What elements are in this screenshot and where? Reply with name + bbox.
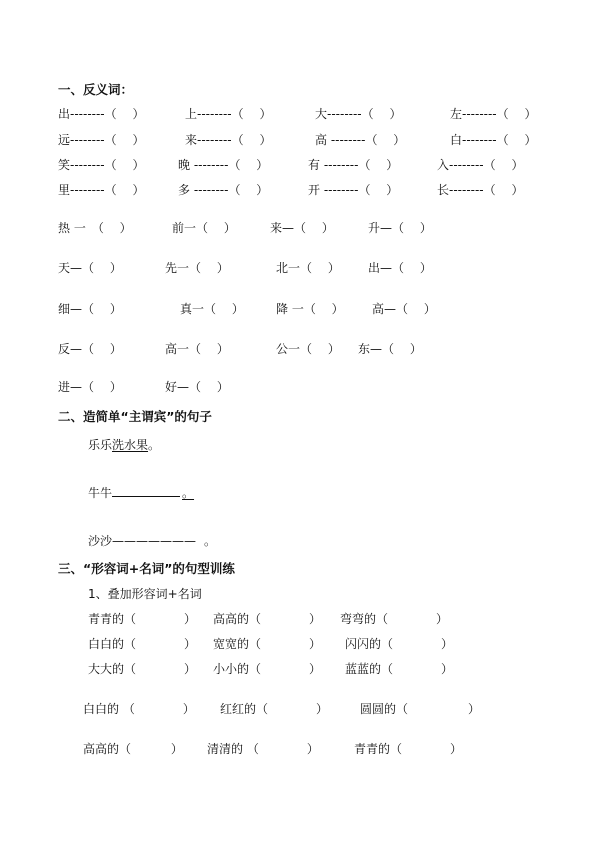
adj-item: 高高的（ ）: [213, 612, 322, 626]
antonym-item: 白--------（ ）: [450, 133, 537, 147]
section2-title: 二、造简单“主谓宾”的句子: [58, 409, 212, 424]
answer-blank[interactable]: [112, 484, 180, 497]
line2-period: 。: [204, 534, 217, 548]
adj-item: 大大的（ ）: [88, 662, 197, 676]
example-sentence: [88, 437, 160, 453]
antonym-pair: 北一（ ）: [276, 261, 340, 275]
antonym-item: 里--------（ ）: [58, 183, 145, 197]
antonym-pair: 进—（ ）: [58, 380, 122, 394]
antonym-item: 有 --------（ ）: [308, 158, 399, 172]
antonym-item: 多 --------（ ）: [178, 183, 269, 197]
line2-dash: ———————: [112, 534, 197, 548]
antonym-item: 左--------（ ）: [450, 107, 537, 121]
antonym-pair: 东—（ ）: [358, 342, 422, 356]
antonym-item: 笑--------（ ）: [58, 158, 145, 172]
adj-item: 圆圆的（ ）: [360, 702, 481, 716]
antonym-pair: 前一（ ）: [172, 221, 236, 235]
adj-item: 小小的（ ）: [213, 662, 322, 676]
adj-item: 红红的（ ）: [220, 702, 329, 716]
sentence-line-2: [88, 533, 216, 549]
antonym-item: 远--------（ ）: [58, 133, 145, 147]
antonym-pair: 细—（ ）: [58, 302, 122, 316]
antonym-pair: 热 一 （ ）: [58, 221, 132, 235]
antonym-pair: 降 一（ ）: [276, 302, 344, 316]
section1-title: 一、反义词：: [58, 82, 134, 97]
adj-item: 清清的 （ ）: [207, 742, 319, 756]
antonym-pair: 升—（ ）: [368, 221, 432, 235]
line1-period: 。: [182, 486, 195, 500]
adj-item: 高高的（ ）: [83, 742, 183, 756]
section3-subtitle: 1、叠加形容词+名词: [88, 587, 202, 601]
antonym-item: 大--------（ ）: [315, 107, 402, 121]
antonym-pair: 反—（ ）: [58, 342, 122, 356]
antonym-item: 来--------（ ）: [185, 133, 272, 147]
antonym-item: 入--------（ ）: [437, 158, 524, 172]
antonym-item: 开 --------（ ）: [308, 183, 399, 197]
adj-item: 白白的 （ ）: [83, 702, 195, 716]
sentence-line-1: [88, 484, 203, 501]
example-period: 。: [148, 438, 161, 452]
antonym-item: 晚 --------（ ）: [178, 158, 269, 172]
antonym-item: 出--------（ ）: [58, 107, 145, 121]
adj-item: 青青的（ ）: [88, 612, 197, 626]
antonym-item: 长--------（ ）: [437, 183, 524, 197]
antonym-item: 高 --------（ ）: [315, 133, 406, 147]
adj-item: 弯弯的（ ）: [340, 612, 449, 626]
section3-title: 三、“形容词+名词”的句型训练: [58, 561, 235, 576]
line2-subject: 沙沙: [88, 534, 113, 548]
adj-item: 宽宽的（ ）: [213, 637, 322, 651]
antonym-pair: 天—（ ）: [58, 261, 122, 275]
example-predicate-object: 洗水果: [112, 438, 149, 452]
antonym-pair: 高一（ ）: [165, 342, 229, 356]
antonym-pair: 真一（ ）: [180, 302, 244, 316]
antonym-pair: 高—（ ）: [372, 302, 436, 316]
example-subject: 乐乐: [88, 438, 113, 452]
adj-item: 青青的（ ）: [354, 742, 463, 756]
antonym-pair: 来—（ ）: [270, 221, 334, 235]
antonym-pair: 好—（ ）: [165, 380, 229, 394]
antonym-pair: 公一（ ）: [276, 342, 340, 356]
adj-item: 闪闪的（ ）: [345, 637, 454, 651]
adj-item: 白白的（ ）: [88, 637, 197, 651]
antonym-pair: 出—（ ）: [368, 261, 432, 275]
adj-item: 蓝蓝的（ ）: [345, 662, 454, 676]
antonym-pair: 先一（ ）: [165, 261, 229, 275]
antonym-item: 上--------（ ）: [185, 107, 272, 121]
line1-subject: 牛牛: [88, 486, 113, 500]
